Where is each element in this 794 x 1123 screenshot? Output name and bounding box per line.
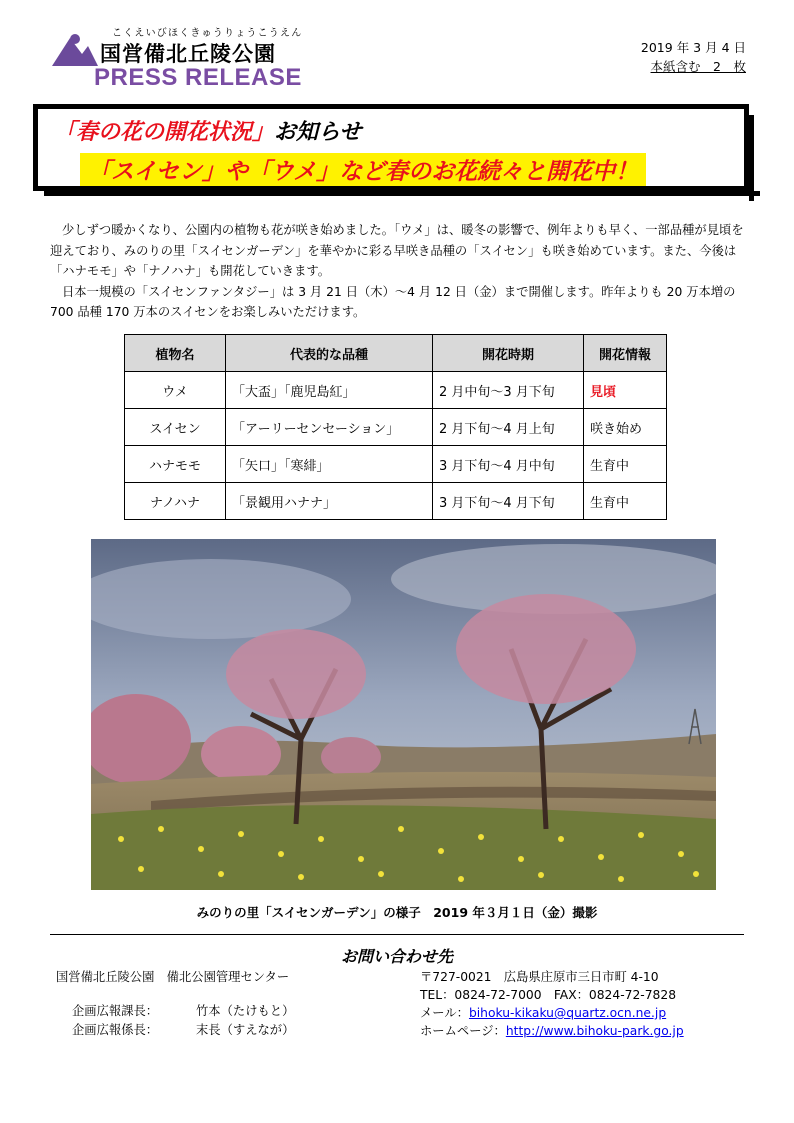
table-header-row: [125, 335, 667, 372]
plant-name: ハナモモ: [125, 446, 226, 483]
contact-role: 企画広報課長：: [72, 1004, 159, 1018]
photo-caption: みのりの里「スイセンガーデン」の様子 2019 年３月１日（金）撮影: [196, 905, 598, 920]
table-row: [125, 409, 667, 446]
contact-web-line: [420, 1022, 684, 1041]
headline-suffix: お知らせ: [274, 120, 362, 145]
park-logo-icon: [52, 32, 98, 66]
contact-tel-fax: TEL：0824-72-7000 FAX：0824-72-7828: [420, 988, 677, 1002]
variety: 「大盃」「鹿児島紅」: [226, 372, 433, 409]
bloom-period: 2 月下旬～4 月上旬: [433, 409, 584, 446]
bloom-status: 生育中: [584, 446, 667, 483]
table-row: [125, 372, 667, 409]
variety: 「アーリーセンセーション」: [226, 409, 433, 446]
contact-mail-line: [420, 1004, 666, 1023]
website-link[interactable]: http://www.bihoku-park.go.jp: [505, 1024, 684, 1038]
bloom-status-table: [124, 334, 667, 520]
subheadline: 「スイセン」や「ウメ」など春のお花続々と開花中！: [80, 153, 646, 186]
plant-name: ナノハナ: [125, 483, 226, 520]
contact-name: 竹本（たけもと）: [196, 1004, 295, 1018]
release-date: 2019 年 3 月 4 日: [640, 40, 746, 55]
body-text: [50, 220, 750, 323]
variety: 「景観用ハナナ」: [226, 483, 433, 520]
garden-photo: [91, 539, 716, 890]
mail-label: メール：: [420, 1006, 469, 1020]
title-box-shadow: [749, 115, 754, 201]
bloom-period: 2 月中旬～3 月下旬: [433, 372, 584, 409]
web-label: ホームページ：: [420, 1024, 506, 1038]
page-count: 本紙含む 2 枚: [650, 59, 746, 74]
bloom-period: 3 月下旬～4 月中旬: [433, 446, 584, 483]
table-row: [125, 483, 667, 520]
headline: [54, 115, 361, 146]
col-header-variety: 代表的な品種: [226, 335, 433, 372]
title-box: [33, 104, 749, 191]
variety: 「矢口」「寒緋」: [226, 446, 433, 483]
col-header-period: 開花時期: [433, 335, 584, 372]
headline-highlight: 「春の花の開花状況」: [54, 120, 275, 145]
contact-org: 国営備北丘陵公園 備北公園管理センター: [56, 970, 290, 984]
bloom-status: 生育中: [584, 483, 667, 520]
bloom-status: 咲き始め: [584, 409, 667, 446]
title-box-shadow: [44, 191, 760, 196]
contact-name: 末長（すえなが）: [196, 1023, 295, 1037]
paragraph: 少しずつ暖かくなり、公園内の植物も花が咲き始めました。「ウメ」は、暖冬の影響で、例年よりも早く、一部品種が見頃を迎えており、みのりの里「スイセンガーデン」を華やかに彩る早咲き品種の「スイセン」も咲き始めています。また、今後は「ハナモモ」や「ナノハナ」も開花していきます。: [50, 223, 744, 278]
email-link[interactable]: bihoku-kikaku@quartz.ocn.ne.jp: [468, 1006, 667, 1020]
bloom-status: 見頃: [584, 372, 667, 409]
park-name-ruby: こくえいびほくきゅうりょうこうえん: [112, 28, 303, 39]
contact-address: 〒727-0021 広島県庄原市三日市町 4-10: [420, 970, 659, 984]
col-header-plant: 植物名: [125, 335, 226, 372]
contact-title: お問い合わせ先: [340, 947, 453, 966]
plant-name: ウメ: [125, 372, 226, 409]
contact-role: 企画広報係長：: [72, 1023, 159, 1037]
bloom-period: 3 月下旬～4 月下旬: [433, 483, 584, 520]
park-name: 国営備北丘陵公園: [100, 42, 276, 66]
table-row: [125, 446, 667, 483]
col-header-status: 開花情報: [584, 335, 667, 372]
paragraph: 日本一規模の「スイセンファンタジー」は 3 月 21 日（木）～4 月 12 日（金）まで開催します。昨年よりも 20 万本増の 700 品種 170 万本のスイセンをお楽しみいただけます。: [50, 284, 736, 319]
plant-name: スイセン: [125, 409, 226, 446]
press-release-label: PRESS RELEASE: [94, 64, 302, 91]
document-meta: [641, 38, 746, 76]
divider: [50, 934, 744, 935]
